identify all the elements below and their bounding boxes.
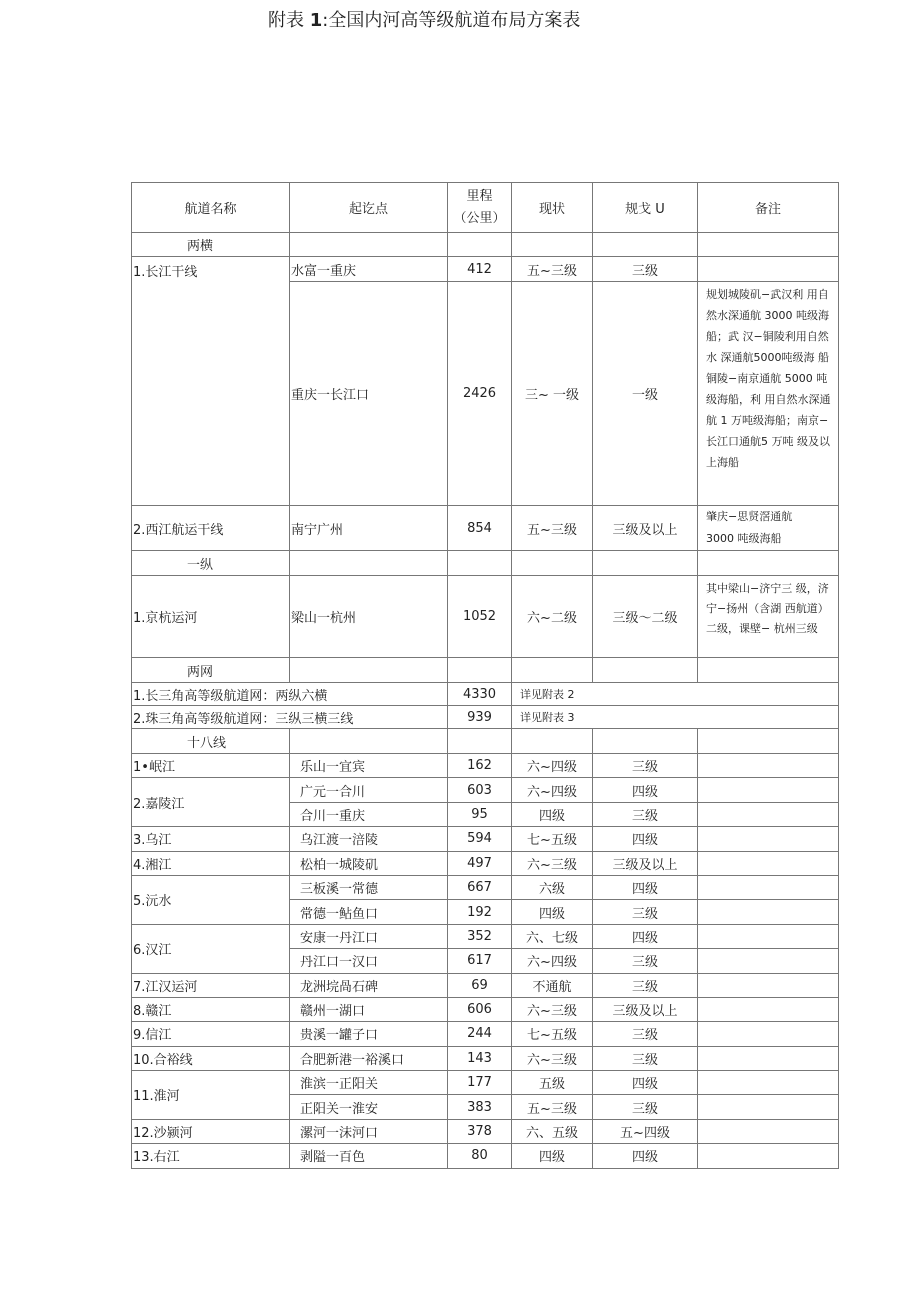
row-note: [698, 900, 839, 924]
row-status: 不通航: [512, 973, 593, 997]
row-status: 六~四级: [512, 778, 593, 802]
row-name: 10.合裕线: [132, 1046, 290, 1070]
header-mileage: 里程 （公里）: [448, 183, 512, 233]
row-status: 六~四级: [512, 949, 593, 973]
row-name: 1.长江干线: [132, 257, 290, 506]
row-mileage: 4330: [448, 683, 512, 706]
table-row: [132, 706, 839, 729]
section-row: [132, 729, 839, 754]
row-mileage: 939: [448, 706, 512, 729]
row-status: 四级: [512, 1144, 593, 1168]
table-row: [132, 576, 839, 658]
row-note: [698, 1095, 839, 1119]
row-note: [698, 754, 839, 778]
row-points: 贵溪一罐子口: [290, 1022, 448, 1046]
row-ref: 详见附表 3: [512, 706, 839, 729]
row-plan: 三级及以上: [593, 851, 698, 875]
row-name: 9.信江: [132, 1022, 290, 1046]
row-note: 其中梁山−济宁三 级，济宁−扬州（含湖 西航道）二级，课壁− 杭州三级: [698, 576, 839, 658]
table-row: [132, 1119, 839, 1143]
row-plan: 三级: [593, 1046, 698, 1070]
row-ref: 详见附表 2: [512, 683, 839, 706]
row-points: 三板溪一常德: [290, 875, 448, 899]
section-label: 一纵: [132, 551, 290, 576]
row-points: 剥隘一百色: [290, 1144, 448, 1168]
row-note: [698, 1022, 839, 1046]
eighteen-lines-body: [132, 754, 839, 1169]
header-points: 起讫点: [290, 183, 448, 233]
row-name: 11.淮河: [132, 1071, 290, 1120]
section-label: 两横: [132, 233, 290, 257]
row-status: 五~三级: [512, 506, 593, 551]
row-name: 5.沅水: [132, 875, 290, 924]
section-row: [132, 233, 839, 257]
section-label: 十八线: [132, 729, 290, 754]
row-plan: 一级: [593, 282, 698, 506]
row-points: 正阳关一淮安: [290, 1095, 448, 1119]
row-mileage: 244: [448, 1022, 512, 1046]
row-plan: 四级: [593, 1071, 698, 1095]
row-plan: 三级: [593, 1022, 698, 1046]
row-status: 四级: [512, 900, 593, 924]
section-row: [132, 551, 839, 576]
row-note: [698, 924, 839, 948]
header-note: 备注: [698, 183, 839, 233]
row-mileage: 162: [448, 754, 512, 778]
row-status: 六~四级: [512, 754, 593, 778]
row-status: 三~ 一级: [512, 282, 593, 506]
row-points: 淮滨一正阳关: [290, 1071, 448, 1095]
row-note: [698, 875, 839, 899]
row-mileage: 378: [448, 1119, 512, 1143]
table-row: [132, 506, 839, 551]
row-status: 六~三级: [512, 1046, 593, 1070]
row-points: 龙洲垸咼石碑: [290, 973, 448, 997]
row-points: 合川一重庆: [290, 802, 448, 826]
row-plan: 三级: [593, 802, 698, 826]
row-status: 五级: [512, 1071, 593, 1095]
row-name: 13.右江: [132, 1144, 290, 1168]
row-name: 4.湘江: [132, 851, 290, 875]
row-plan: 四级: [593, 827, 698, 851]
section-label: 两网: [132, 658, 290, 683]
row-note: [698, 827, 839, 851]
row-name: 8.赣江: [132, 997, 290, 1021]
row-points: 梁山一杭州: [290, 576, 448, 658]
row-plan: 三级: [593, 257, 698, 282]
row-points: 水富一重庆: [290, 257, 448, 282]
row-name: 1.京杭运河: [132, 576, 290, 658]
row-plan: 三级〜二级: [593, 576, 698, 658]
row-mileage: 383: [448, 1095, 512, 1119]
row-plan: 三级: [593, 949, 698, 973]
row-note: [698, 1119, 839, 1143]
row-points: 丹江口一汉口: [290, 949, 448, 973]
row-name: 7.江汉运河: [132, 973, 290, 997]
table-row: [132, 997, 839, 1021]
row-name: 2.珠三角高等级航道网：三纵三横三线: [132, 706, 448, 729]
table-row: [132, 973, 839, 997]
row-mileage: 69: [448, 973, 512, 997]
row-plan: 四级: [593, 1144, 698, 1168]
row-mileage: 617: [448, 949, 512, 973]
row-status: 六、七级: [512, 924, 593, 948]
header-plan: 规戈 U: [593, 183, 698, 233]
row-status: 六级: [512, 875, 593, 899]
page-title: 附表 1:全国内河高等级航道布局方案表: [268, 10, 581, 31]
table-header: [132, 183, 839, 233]
header-name: 航道名称: [132, 183, 290, 233]
row-name: 1.长三角高等级航道网：两纵六横: [132, 683, 448, 706]
row-note: 肇庆−思贤滘通航 3000 吨级海船: [698, 506, 839, 551]
table-row: [132, 1022, 839, 1046]
row-note: [698, 1144, 839, 1168]
row-note: [698, 778, 839, 802]
row-name: 3.乌江: [132, 827, 290, 851]
row-points: 乐山一宜宾: [290, 754, 448, 778]
row-points: 赣州一湖口: [290, 997, 448, 1021]
row-plan: 三级及以上: [593, 506, 698, 551]
row-name: 2.嘉陵江: [132, 778, 290, 827]
row-status: 五~三级: [512, 257, 593, 282]
row-mileage: 143: [448, 1046, 512, 1070]
header-status: 现状: [512, 183, 593, 233]
row-plan: 三级: [593, 973, 698, 997]
row-points: 重庆一长江口: [290, 282, 448, 506]
row-mileage: 177: [448, 1071, 512, 1095]
row-mileage: 497: [448, 851, 512, 875]
row-points: 乌江渡一涪陵: [290, 827, 448, 851]
row-note: [698, 851, 839, 875]
row-name: 1•岷江: [132, 754, 290, 778]
row-mileage: 412: [448, 257, 512, 282]
table-row: [132, 851, 839, 875]
row-mileage: 95: [448, 802, 512, 826]
row-name: 6.汉江: [132, 924, 290, 973]
table-row: [132, 754, 839, 778]
row-note: [698, 802, 839, 826]
section-row: [132, 658, 839, 683]
row-plan: 四级: [593, 778, 698, 802]
table-row: [132, 827, 839, 851]
row-mileage: 667: [448, 875, 512, 899]
row-status: 六~三级: [512, 851, 593, 875]
table-row: [132, 257, 839, 282]
row-points: 广元一合川: [290, 778, 448, 802]
row-mileage: 1052: [448, 576, 512, 658]
row-plan: 三级及以上: [593, 997, 698, 1021]
row-status: 六~三级: [512, 997, 593, 1021]
table-row: [132, 875, 839, 899]
row-mileage: 192: [448, 900, 512, 924]
row-note: [698, 973, 839, 997]
row-plan: 三级: [593, 754, 698, 778]
row-points: 南宁广州: [290, 506, 448, 551]
row-points: 常德一鲇鱼口: [290, 900, 448, 924]
row-plan: 五~四级: [593, 1119, 698, 1143]
row-points: 合肥新港一裕溪口: [290, 1046, 448, 1070]
table-row: [132, 1071, 839, 1095]
row-mileage: 80: [448, 1144, 512, 1168]
row-name: 2.西江航运干线: [132, 506, 290, 551]
row-mileage: 594: [448, 827, 512, 851]
row-plan: 三级: [593, 900, 698, 924]
table-row: [132, 924, 839, 948]
table-row: [132, 1046, 839, 1070]
row-status: 七~五级: [512, 827, 593, 851]
row-status: 五~三级: [512, 1095, 593, 1119]
row-plan: 三级: [593, 1095, 698, 1119]
row-mileage: 606: [448, 997, 512, 1021]
row-status: 六、五级: [512, 1119, 593, 1143]
row-points: 漯河一沫河口: [290, 1119, 448, 1143]
row-plan: 四级: [593, 875, 698, 899]
row-note: [698, 1071, 839, 1095]
row-note: [698, 1046, 839, 1070]
table-row: [132, 778, 839, 802]
waterway-table: [131, 182, 839, 1169]
row-mileage: 603: [448, 778, 512, 802]
table-row: [132, 683, 839, 706]
row-note: [698, 997, 839, 1021]
table-row: [132, 1144, 839, 1168]
row-status: 六~二级: [512, 576, 593, 658]
row-mileage: 2426: [448, 282, 512, 506]
row-note: 规划城陵矶−武汉利 用自然水深通航 3000 吨级海船；武 汉−铜陵利用自然水 深通航5000吨级海 船铜陵−南京通航 5000 吨级海船，利 用自然水深通航 1 万吨级海船；南京− 长江口通航5 万吨 级及以上海船: [698, 282, 839, 506]
row-status: 四级: [512, 802, 593, 826]
row-points: 松柏一城陵矶: [290, 851, 448, 875]
row-status: 七~五级: [512, 1022, 593, 1046]
row-mileage: 352: [448, 924, 512, 948]
row-mileage: 854: [448, 506, 512, 551]
row-plan: 四级: [593, 924, 698, 948]
row-name: 12.沙颍河: [132, 1119, 290, 1143]
row-points: 安康一丹江口: [290, 924, 448, 948]
row-note: [698, 949, 839, 973]
